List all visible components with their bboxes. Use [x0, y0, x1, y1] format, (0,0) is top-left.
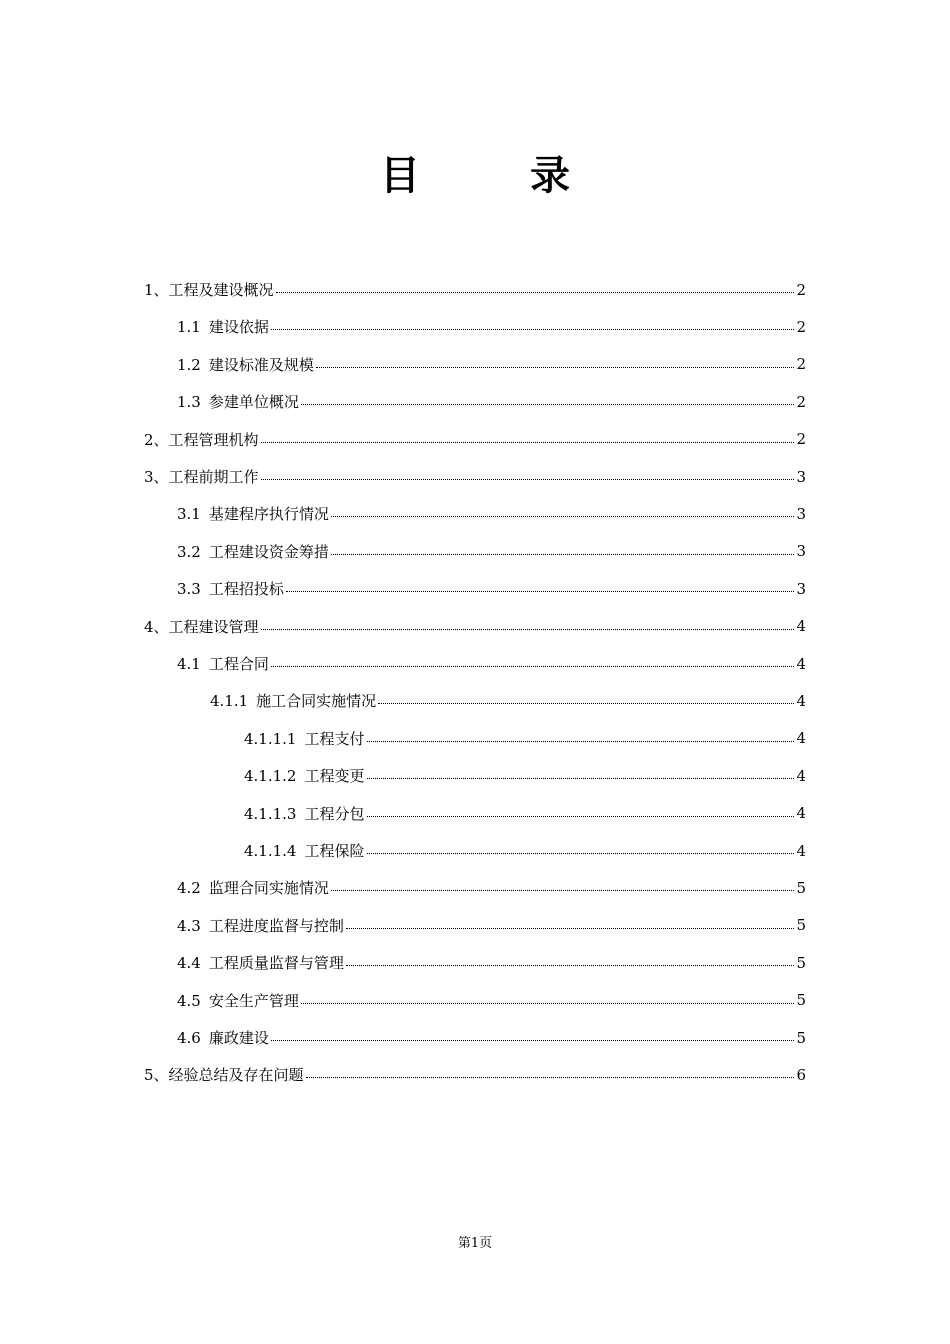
toc-entry-label: [177, 877, 329, 898]
toc-dot-leader: [261, 479, 794, 480]
toc-entry-number: 4.1.1: [210, 692, 249, 711]
toc-entry-text: 基建程序执行情况: [208, 505, 329, 524]
toc-entry-page-number: 2: [796, 317, 806, 336]
toc-entry-number: 1.2: [177, 355, 201, 374]
toc-dot-leader: [331, 554, 794, 555]
toc-entry[interactable]: [244, 757, 806, 794]
toc-dot-leader: [301, 404, 794, 405]
toc-dot-leader: [331, 516, 794, 517]
toc-entry-text: 监理合同实施情况: [208, 879, 329, 898]
toc-entry-label: [244, 728, 365, 749]
toc-entry-label: [144, 1064, 304, 1085]
toc-entry-page-number: 4: [796, 841, 806, 860]
toc-entry-label: [244, 765, 365, 786]
toc-entry-number: 4.4: [177, 954, 201, 973]
toc-entry[interactable]: [177, 533, 806, 570]
toc-entry-page-number: 4: [796, 804, 806, 823]
toc-entry-page-number: 2: [796, 430, 806, 449]
toc-entry-number: 3.1: [177, 505, 201, 524]
toc-entry-text: 工程质量监督与管理: [208, 954, 344, 973]
toc-entry-number: 4.1.1.4: [244, 842, 297, 860]
toc-dot-leader: [378, 703, 794, 704]
toc-entry-label: [177, 391, 299, 412]
toc-dot-leader: [346, 928, 794, 929]
toc-entry-text: 工程管理机构: [168, 430, 259, 449]
toc-entry-number: 4.1.1.3: [244, 804, 297, 823]
toc-entry-label: [177, 316, 269, 337]
toc-entry[interactable]: [244, 720, 806, 757]
toc-entry[interactable]: [177, 645, 806, 682]
toc-entry[interactable]: [144, 458, 806, 495]
toc-entry-number: 5、: [144, 1066, 169, 1085]
toc-entry-page-number: 5: [796, 878, 806, 897]
toc-dot-leader: [367, 816, 795, 817]
toc-entry-label: [177, 915, 344, 936]
toc-dot-leader: [367, 778, 795, 779]
toc-entry-label: [244, 803, 365, 824]
toc-entry-number: 3.2: [177, 542, 201, 561]
toc-entry[interactable]: [144, 608, 806, 645]
toc-entry-number: 3.3: [177, 580, 201, 599]
toc-entry-label: [210, 690, 376, 711]
toc-entry-text: 建设依据: [208, 318, 269, 337]
toc-entry[interactable]: [177, 944, 806, 981]
toc-entry-number: 1.1: [177, 318, 201, 337]
toc-entry-page-number: 3: [796, 542, 806, 561]
toc-entry-text: 工程支付: [304, 729, 365, 748]
toc-entry-label: [144, 279, 274, 300]
toc-entry-text: 工程前期工作: [168, 468, 259, 486]
toc-entry-number: 1、: [144, 281, 169, 299]
toc-entry-label: [144, 466, 259, 487]
toc-entry-text: 工程保险: [304, 842, 365, 860]
toc-heading: [0, 150, 950, 202]
toc-entry-number: 3、: [144, 468, 169, 486]
toc-entry-number: 4.1.1.1: [244, 729, 297, 748]
toc-dot-leader: [346, 965, 794, 966]
toc-entry[interactable]: [177, 346, 806, 383]
toc-entry-text: 工程及建设概况: [168, 281, 274, 299]
toc-entry-label: [177, 653, 269, 674]
toc-entry-text: 经验总结及存在问题: [168, 1066, 304, 1085]
toc-entry-label: [244, 840, 365, 861]
toc-entry-text: 工程变更: [304, 767, 365, 786]
toc-entry-text: 工程合同: [208, 655, 269, 673]
toc-entry-number: 4.3: [177, 916, 201, 935]
toc-entry-text: 参建单位概况: [208, 393, 299, 412]
toc-entry-page-number: 4: [796, 729, 806, 748]
toc-entry-text: 建设标准及规模: [208, 355, 314, 374]
toc-dot-leader: [306, 1077, 794, 1078]
toc-dot-leader: [271, 666, 794, 667]
toc-heading-char-2: 录: [530, 153, 570, 199]
toc-entry-label: [177, 541, 329, 562]
toc-entry-text: 施工合同实施情况: [256, 692, 377, 711]
toc-heading-char-1: 目: [380, 153, 420, 199]
toc-entry[interactable]: [177, 869, 806, 906]
toc-entry-page-number: 5: [796, 916, 806, 935]
toc-entry-page-number: 2: [796, 355, 806, 374]
toc-dot-leader: [261, 442, 794, 443]
toc-entry-number: 4.5: [177, 991, 201, 1010]
toc-dot-leader: [367, 853, 795, 854]
toc-entry-page-number: 2: [796, 280, 806, 299]
toc-entry-number: 4.2: [177, 879, 201, 898]
toc-entry[interactable]: [244, 832, 806, 869]
toc-entry[interactable]: [177, 982, 806, 1019]
toc-entry[interactable]: [144, 1056, 806, 1093]
toc-entry-label: [177, 578, 284, 599]
toc-entry-page-number: 5: [796, 953, 806, 972]
toc-entry-page-number: 6: [796, 1065, 806, 1084]
toc-entry-text: 工程建设管理: [168, 617, 259, 636]
toc-entry[interactable]: [177, 1019, 806, 1056]
toc-entry-page-number: 4: [796, 617, 806, 636]
toc-entry-page-number: 3: [796, 579, 806, 598]
toc-entry[interactable]: [177, 907, 806, 944]
toc-entry[interactable]: [144, 421, 806, 458]
toc-entry-text: 工程建设资金筹措: [208, 542, 329, 561]
toc-entry-number: 2、: [144, 430, 169, 449]
toc-entry-number: 4、: [144, 617, 169, 636]
toc-entry[interactable]: [144, 271, 806, 308]
toc-dot-leader: [276, 292, 794, 293]
toc-entry-label: [177, 990, 299, 1011]
toc-entry-label: [144, 429, 259, 450]
toc-entry-text: 廉政建设: [208, 1029, 269, 1047]
toc-entry-text: 工程进度监督与控制: [208, 916, 344, 935]
toc-dot-leader: [316, 367, 794, 368]
toc-entry-text: 工程分包: [304, 804, 365, 823]
toc-entry-page-number: 4: [796, 654, 806, 673]
toc-entry-text: 安全生产管理: [208, 991, 299, 1010]
toc-entry-label: [177, 503, 329, 524]
toc-entry-number: 1.3: [177, 393, 201, 412]
toc-entry[interactable]: [177, 383, 806, 420]
toc-entry-number: 4.6: [177, 1029, 201, 1047]
toc-entry-page-number: 3: [796, 504, 806, 523]
toc-entry-number: 4.1: [177, 655, 201, 673]
toc-dot-leader: [367, 741, 795, 742]
toc-entry-page-number: 4: [796, 766, 806, 785]
toc-dot-leader: [331, 890, 794, 891]
toc-entry-page-number: 5: [796, 1028, 806, 1047]
toc-dot-leader: [271, 329, 794, 330]
toc-dot-leader: [261, 629, 794, 630]
toc-entry-number: 4.1.1.2: [244, 767, 297, 786]
toc-entry-label: [177, 1027, 269, 1048]
page-footer: 第1页: [457, 1236, 493, 1251]
toc-entry-page-number: 4: [796, 691, 806, 710]
toc-entry[interactable]: [244, 795, 806, 832]
toc-entry[interactable]: [177, 308, 806, 345]
toc-entry-page-number: 5: [796, 991, 806, 1010]
toc-entry-page-number: 3: [796, 467, 806, 486]
toc-entry[interactable]: [210, 682, 806, 719]
toc-dot-leader: [301, 1003, 794, 1004]
toc-entry-label: [177, 354, 314, 375]
toc-dot-leader: [286, 591, 794, 592]
toc-entry[interactable]: [177, 495, 806, 532]
toc-entry-label: [177, 952, 344, 973]
toc-entry-text: 工程招投标: [208, 580, 284, 599]
toc-entry[interactable]: [177, 570, 806, 607]
toc-dot-leader: [271, 1040, 794, 1041]
toc-entry-page-number: 2: [796, 392, 806, 411]
toc-entry-label: [144, 616, 259, 637]
